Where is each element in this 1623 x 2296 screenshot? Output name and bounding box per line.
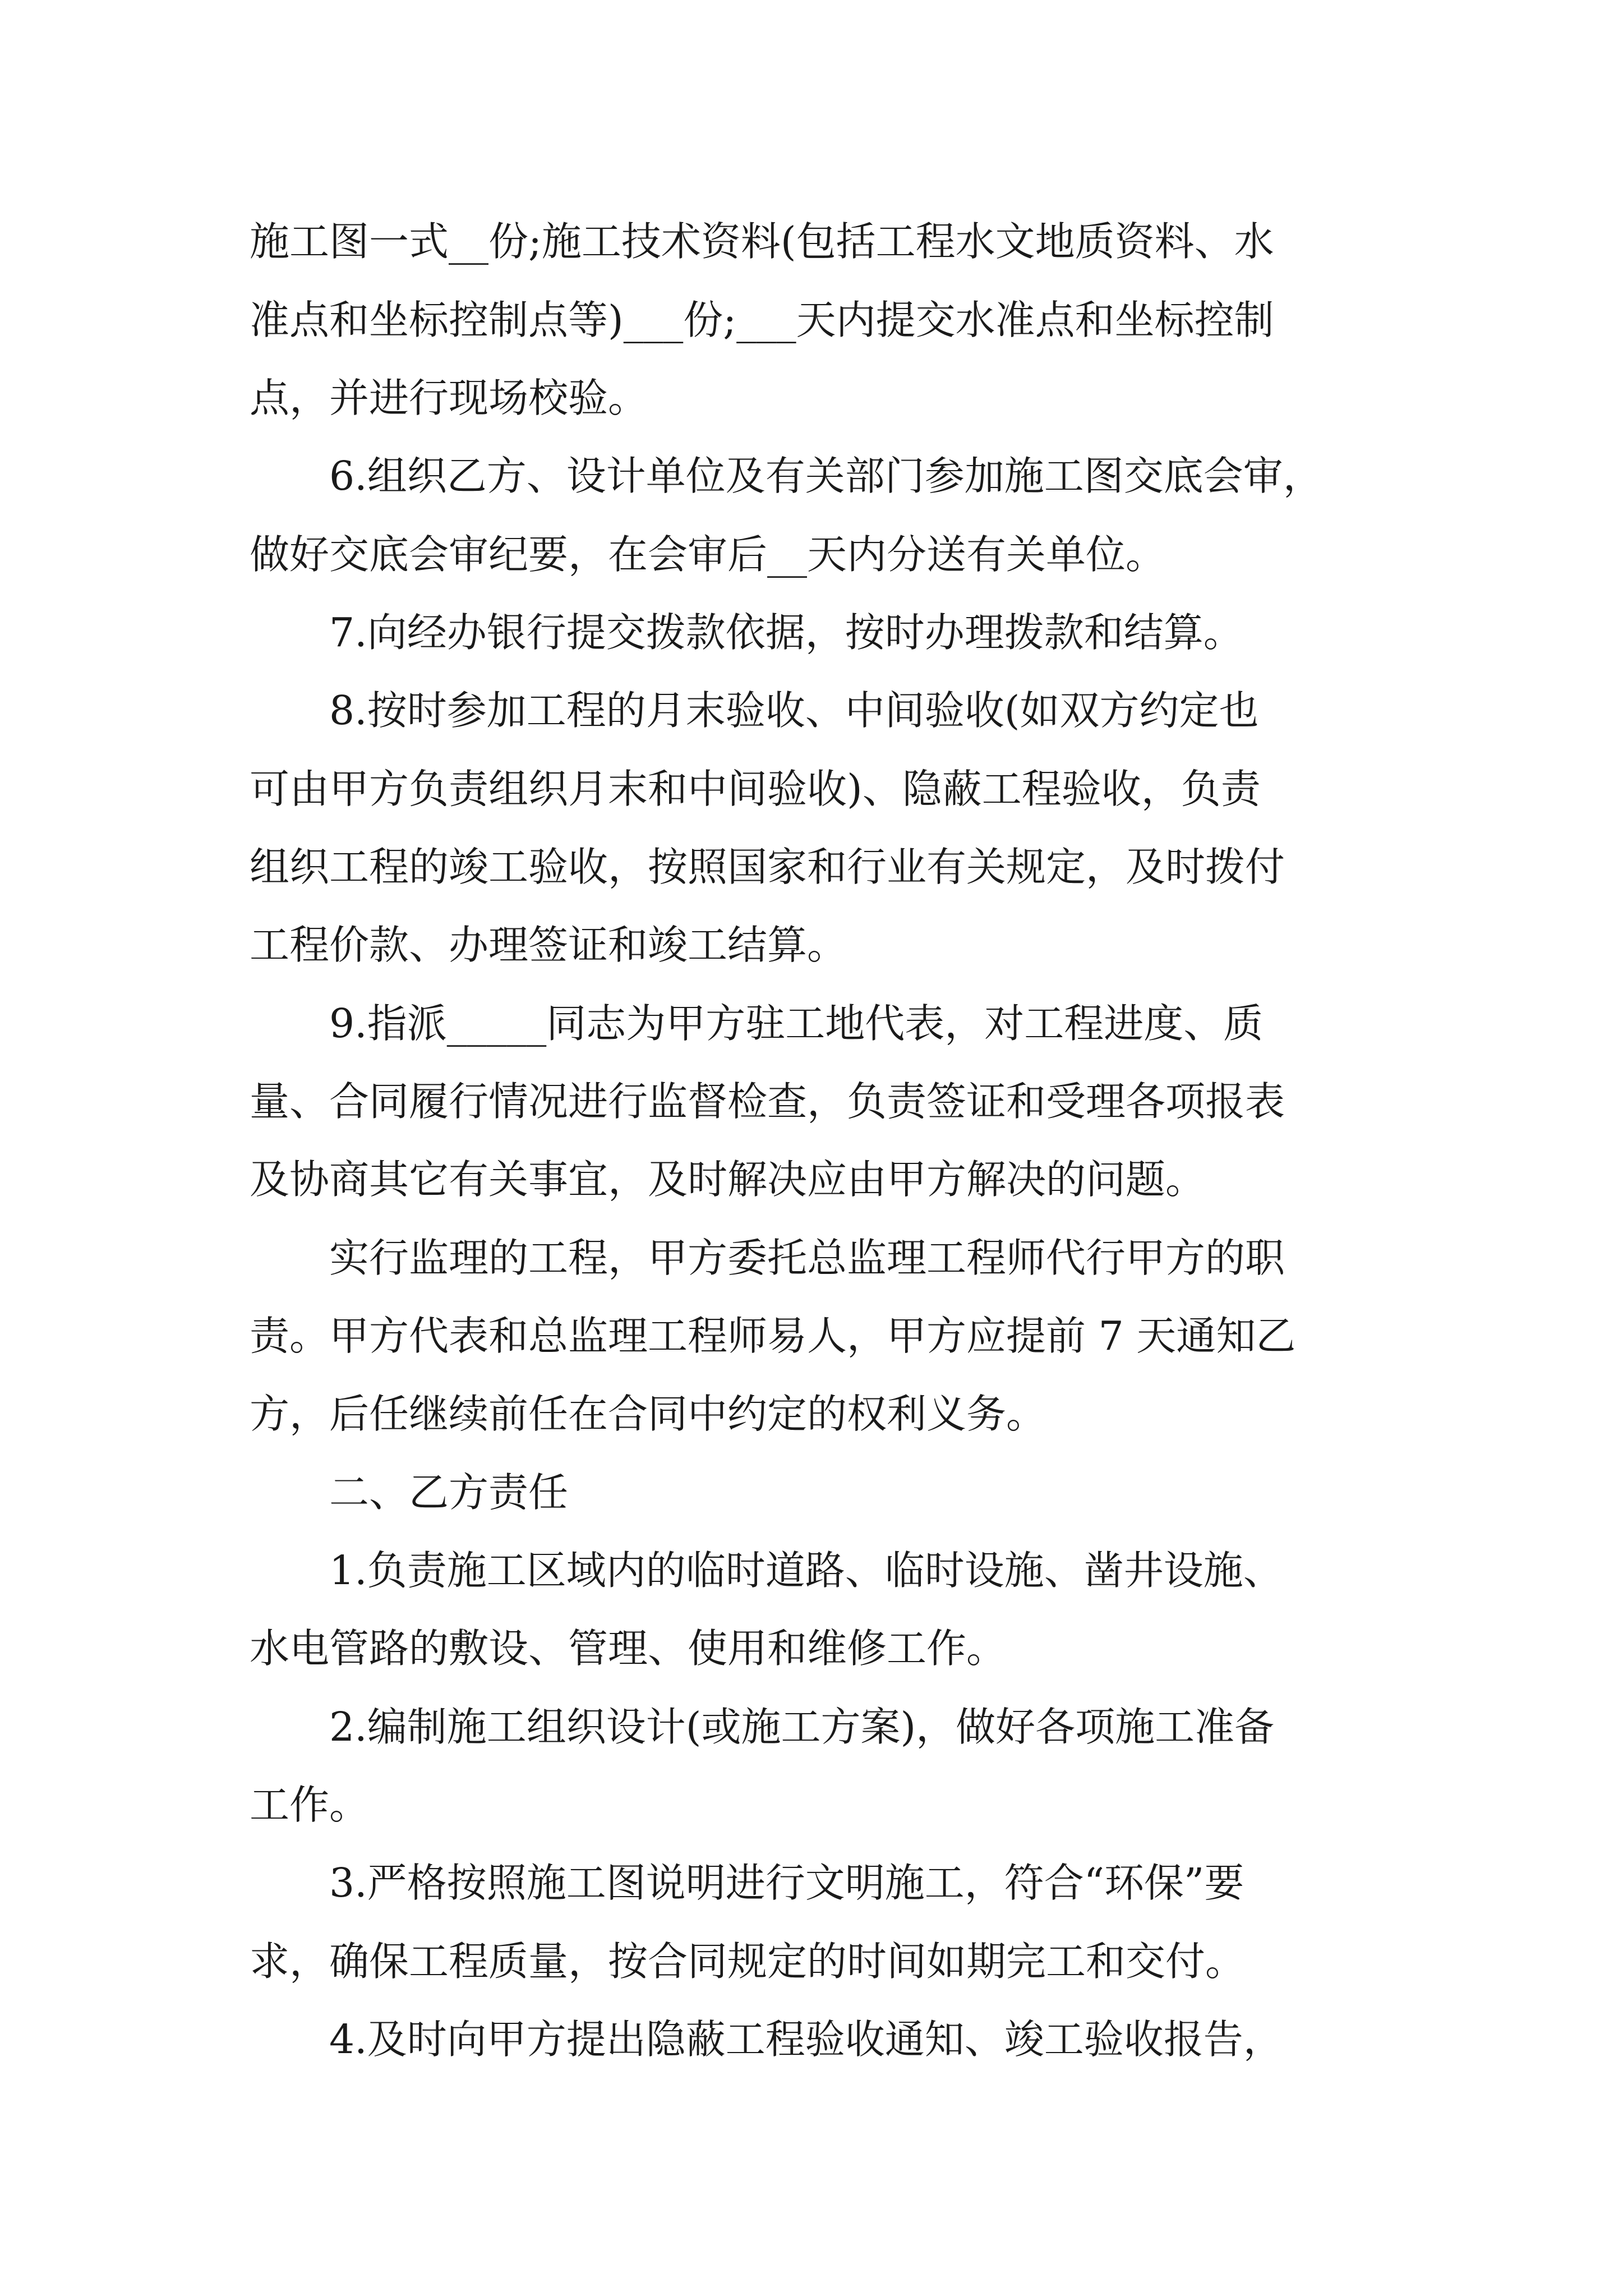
text-line: 9.指派_____同志为甲方驻工地代表，对工程进度、质: [250, 1000, 1264, 1047]
text-line: 8.按时参加工程的月末验收、中间验收(如双方约定也: [250, 687, 1259, 734]
text-line: 工程价款、办理签证和竣工结算。: [250, 922, 847, 968]
section-heading: 二、乙方责任: [250, 1469, 569, 1516]
text-line: 责。甲方代表和总监理工程师易人，甲方应提前 7 天通知乙: [250, 1313, 1296, 1359]
text-line: 3.严格按照施工图说明进行文明施工，符合“环保”要: [250, 1860, 1244, 1906]
text-line: 做好交底会审纪要，在会审后__天内分送有关单位。: [250, 531, 1166, 578]
text-line: 方，后任继续前任在合同中约定的权利义务。: [250, 1391, 1046, 1437]
text-line: 实行监理的工程，甲方委托总监理工程师代行甲方的职: [250, 1235, 1285, 1281]
text-line: 7.向经办银行提交拨款依据，按时办理拨款和结算。: [250, 609, 1243, 656]
text-line: 可由甲方负责组织月末和中间验收)、隐蔽工程验收，负责: [250, 766, 1261, 812]
text-line: 水电管路的敷设、管理、使用和维修工作。: [250, 1625, 1007, 1672]
text-line: 4.及时向甲方提出隐蔽工程验收通知、竣工验收报告，: [250, 2016, 1283, 2063]
text-line: 施工图一式__份;施工技术资料(包括工程水文地质资料、水: [250, 218, 1274, 265]
text-line: 求，确保工程质量，按合同规定的时间如期完工和交付。: [250, 1938, 1246, 1985]
text-line: 6.组织乙方、设计单位及有关部门参加施工图交底会审，: [250, 453, 1323, 499]
text-line: 及协商其它有关事宜，及时解决应由甲方解决的问题。: [250, 1156, 1206, 1203]
text-line: 工作。: [250, 1782, 370, 1828]
text-line: 2.编制施工组织设计(或施工方案)，做好各项施工准备: [250, 1704, 1275, 1750]
text-line: 1.负责施工区域内的临时道路、临时设施、凿井设施、: [250, 1547, 1283, 1594]
text-line: 量、合同履行情况进行监督检查，负责签证和受理各项报表: [250, 1078, 1285, 1125]
text-line: 组织工程的竣工验收，按照国家和行业有关规定，及时拨付: [250, 844, 1285, 890]
text-line: 点，并进行现场校验。: [250, 375, 648, 421]
text-line: 准点和坐标控制点等)___份;___天内提交水准点和坐标控制: [250, 297, 1274, 343]
